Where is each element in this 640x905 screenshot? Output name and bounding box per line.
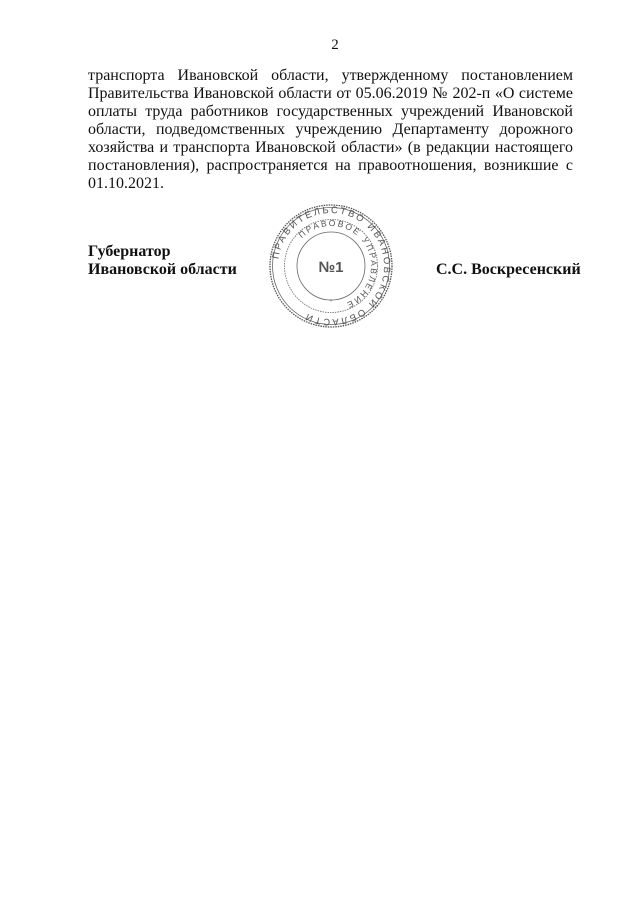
body-line: области, подведомственных учреждению Департаменту дорожного bbox=[88, 121, 573, 138]
page-number: 2 bbox=[331, 37, 339, 53]
signatory-name: С.С. Воскресенский bbox=[436, 261, 581, 278]
seal-center-number: №1 bbox=[318, 259, 344, 276]
signatory-position bbox=[88, 243, 237, 279]
signatory-region: Ивановской области bbox=[88, 261, 237, 278]
seal-inner-text: ПРАВОВОЕ УПРАВЛЕНИЕ bbox=[296, 217, 380, 311]
svg-text:+: + bbox=[329, 299, 333, 305]
body-line: хозяйства и транспорта Ивановской области» (в редакции настоящего bbox=[88, 139, 573, 156]
body-line: транспорта Ивановской области, утвержденному постановлением bbox=[88, 67, 573, 84]
seal-outer-text: ПРАВИТЕЛЬСТВО ИВАНОВСКОЙ ОБЛАСТИ bbox=[270, 204, 393, 328]
body-paragraph bbox=[88, 67, 573, 193]
signatory-title: Губернатор bbox=[88, 243, 171, 260]
official-seal-stamp bbox=[268, 203, 394, 329]
body-line: 01.10.2021. bbox=[88, 175, 164, 192]
body-line: постановления), распространяется на правоотношения, возникшие с bbox=[88, 157, 573, 174]
body-line: Правительства Ивановской области от 05.06.2019 № 202-п «О системе bbox=[88, 85, 573, 102]
seal-icon bbox=[268, 203, 394, 329]
body-line: оплаты труда работников государственных учреждений Ивановской bbox=[88, 103, 573, 120]
